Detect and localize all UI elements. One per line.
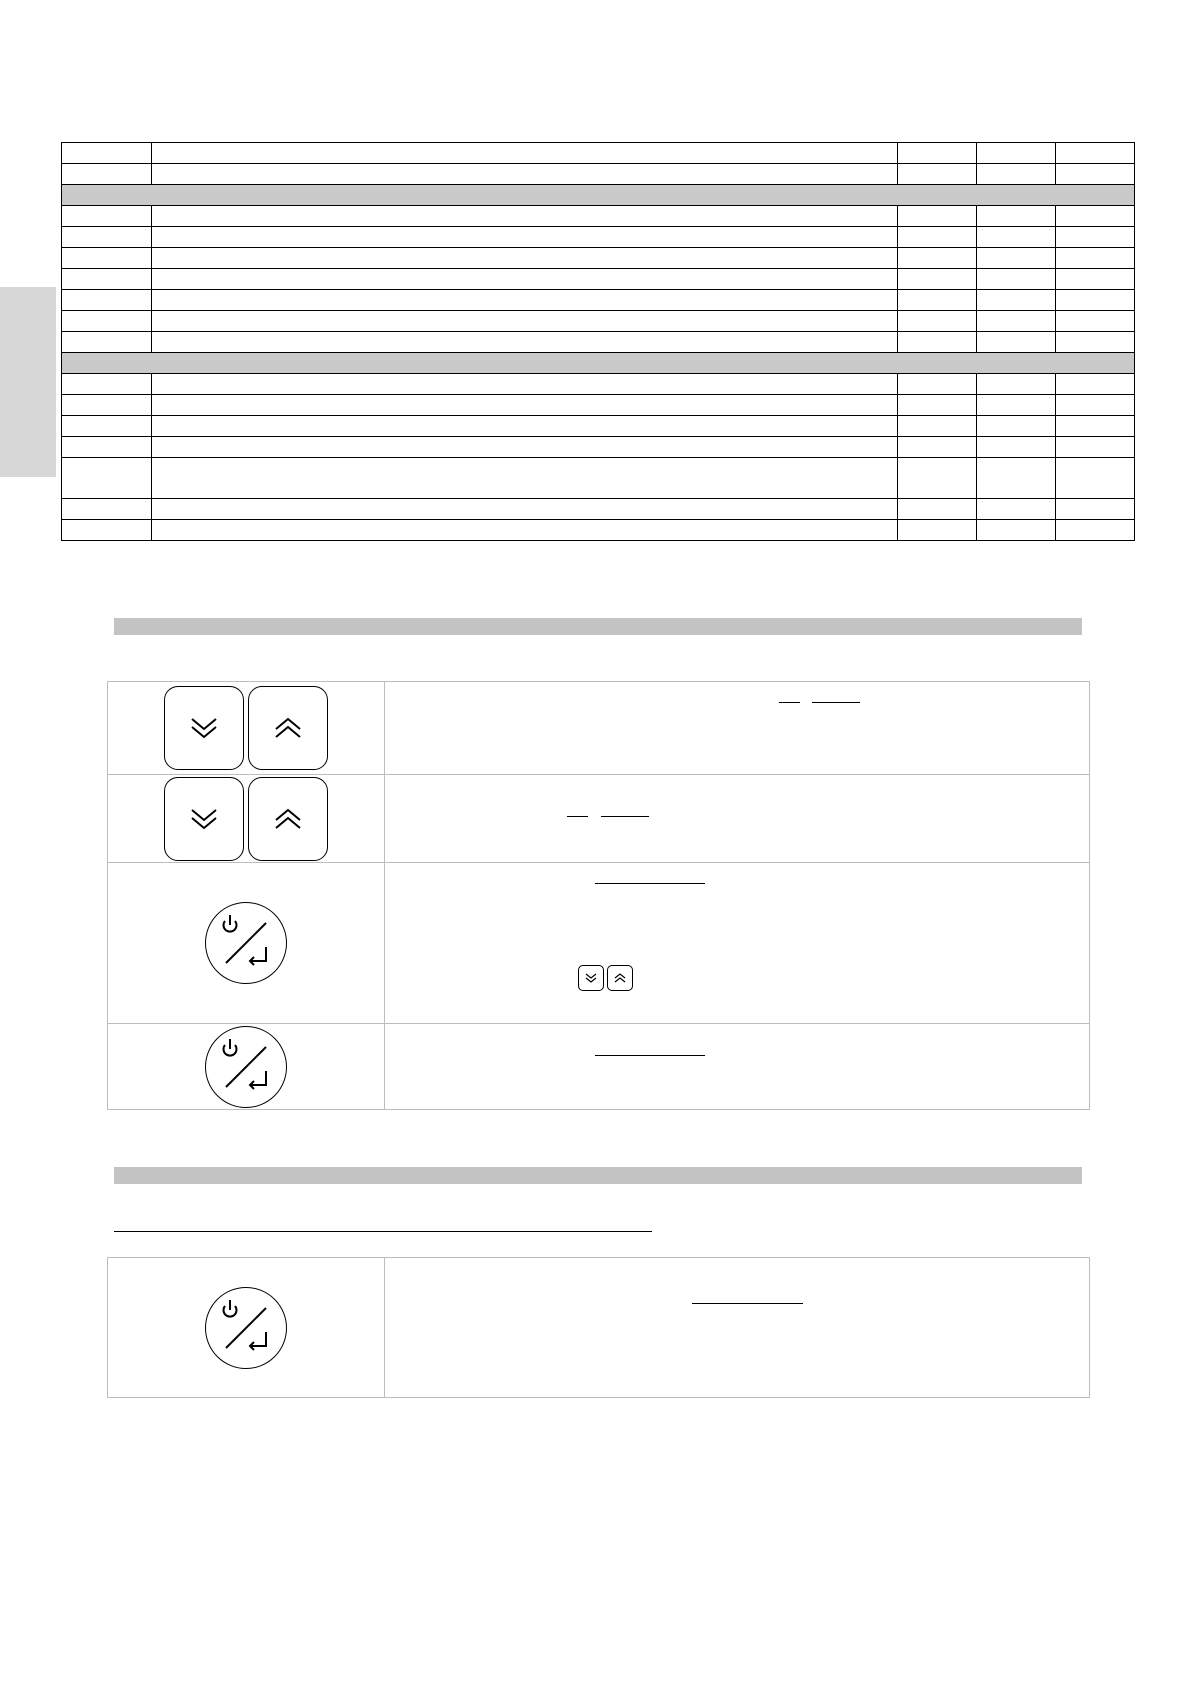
table-cell bbox=[977, 374, 1056, 395]
table-cell bbox=[62, 499, 152, 520]
table-cell bbox=[898, 374, 977, 395]
table-cell bbox=[1056, 269, 1135, 290]
underline-mark bbox=[812, 702, 860, 703]
table-cell bbox=[152, 227, 898, 248]
table-cell bbox=[1056, 374, 1135, 395]
chevron-double-up-icon bbox=[270, 804, 306, 834]
key-function-table bbox=[107, 681, 1090, 1110]
table-row bbox=[62, 164, 1135, 185]
table-cell bbox=[1056, 290, 1135, 311]
table-row bbox=[108, 775, 1090, 863]
table-cell bbox=[152, 248, 898, 269]
table-cell bbox=[977, 290, 1056, 311]
table-cell bbox=[977, 416, 1056, 437]
table-row bbox=[108, 1024, 1090, 1110]
table-cell bbox=[898, 206, 977, 227]
power-enter-key[interactable] bbox=[205, 902, 287, 984]
table-cell bbox=[1056, 248, 1135, 269]
table-cell bbox=[62, 248, 152, 269]
up-key[interactable] bbox=[248, 777, 328, 861]
underline-mark bbox=[595, 883, 705, 884]
table-cell bbox=[62, 227, 152, 248]
table-cell bbox=[62, 290, 152, 311]
table-cell bbox=[62, 416, 152, 437]
table-cell bbox=[1056, 311, 1135, 332]
table-cell bbox=[898, 458, 977, 499]
table-cell bbox=[62, 520, 152, 541]
key-icon-cell bbox=[108, 775, 385, 863]
table-cell bbox=[152, 332, 898, 353]
underline-mark bbox=[779, 702, 800, 703]
table-cell bbox=[898, 143, 977, 164]
table-cell bbox=[62, 311, 152, 332]
table-cell bbox=[152, 164, 898, 185]
table-cell bbox=[977, 269, 1056, 290]
section-header-bar bbox=[114, 618, 1082, 635]
table-cell bbox=[977, 395, 1056, 416]
table-cell bbox=[898, 290, 977, 311]
table-cell bbox=[1056, 227, 1135, 248]
table-cell bbox=[62, 374, 152, 395]
section-header-bar bbox=[114, 1167, 1082, 1184]
table-section-row bbox=[62, 353, 1135, 374]
table-row bbox=[62, 290, 1135, 311]
table-cell bbox=[977, 164, 1056, 185]
power-enter-key[interactable] bbox=[205, 1287, 287, 1369]
key-description-cell bbox=[385, 775, 1090, 863]
table-cell bbox=[898, 395, 977, 416]
up-key[interactable] bbox=[248, 686, 328, 770]
table-cell bbox=[62, 437, 152, 458]
power-enter-icon bbox=[214, 911, 278, 975]
table-row bbox=[62, 437, 1135, 458]
table-cell bbox=[1056, 206, 1135, 227]
table-cell bbox=[898, 499, 977, 520]
chevron-double-down-icon bbox=[186, 804, 222, 834]
table-row bbox=[62, 227, 1135, 248]
table-cell bbox=[1056, 164, 1135, 185]
table-row bbox=[108, 863, 1090, 1024]
power-enter-icon bbox=[214, 1296, 278, 1360]
table-cell bbox=[152, 143, 898, 164]
underline-mark bbox=[567, 816, 588, 817]
table-cell bbox=[62, 332, 152, 353]
table-cell bbox=[898, 164, 977, 185]
table-cell bbox=[977, 458, 1056, 499]
table-row bbox=[62, 395, 1135, 416]
table-cell bbox=[152, 374, 898, 395]
table-row bbox=[62, 416, 1135, 437]
key-function-table bbox=[107, 1257, 1090, 1398]
table-cell bbox=[898, 311, 977, 332]
table-cell bbox=[898, 227, 977, 248]
table-cell bbox=[1056, 458, 1135, 499]
down-key[interactable] bbox=[164, 686, 244, 770]
key-description-cell bbox=[385, 1024, 1090, 1110]
chevron-double-up-icon bbox=[270, 713, 306, 743]
table-cell bbox=[152, 499, 898, 520]
power-enter-key[interactable] bbox=[205, 1026, 287, 1108]
table-cell bbox=[62, 206, 152, 227]
table-cell bbox=[898, 520, 977, 541]
table-cell bbox=[977, 248, 1056, 269]
section-cell bbox=[62, 185, 1135, 206]
table-cell bbox=[977, 143, 1056, 164]
table-row bbox=[108, 682, 1090, 775]
table-cell bbox=[898, 416, 977, 437]
key-icon-cell bbox=[108, 682, 385, 775]
key-description-cell bbox=[385, 863, 1090, 1024]
table-cell bbox=[898, 248, 977, 269]
underline-mark bbox=[692, 1303, 803, 1304]
table-section-row bbox=[62, 185, 1135, 206]
underline-mark bbox=[595, 1055, 705, 1056]
table-row bbox=[108, 1258, 1090, 1398]
table-cell bbox=[898, 332, 977, 353]
parameter-table bbox=[61, 142, 1135, 541]
inline-key-pair bbox=[578, 965, 633, 991]
table-cell bbox=[1056, 520, 1135, 541]
table-cell bbox=[152, 311, 898, 332]
table-cell bbox=[977, 227, 1056, 248]
table-row bbox=[62, 143, 1135, 164]
table-cell bbox=[62, 143, 152, 164]
table-cell bbox=[898, 437, 977, 458]
table-cell bbox=[1056, 332, 1135, 353]
table-row bbox=[62, 332, 1135, 353]
key-icon-cell bbox=[108, 1258, 385, 1398]
chevron-double-down-icon bbox=[584, 972, 598, 984]
table-row bbox=[62, 206, 1135, 227]
table-row bbox=[62, 499, 1135, 520]
down-key[interactable] bbox=[164, 777, 244, 861]
table-row bbox=[62, 248, 1135, 269]
table-cell bbox=[152, 520, 898, 541]
table-cell bbox=[152, 458, 898, 499]
table-cell bbox=[1056, 395, 1135, 416]
table-cell bbox=[977, 206, 1056, 227]
chevron-double-down-icon bbox=[186, 713, 222, 743]
table-cell bbox=[977, 311, 1056, 332]
table-cell bbox=[152, 269, 898, 290]
table-row bbox=[62, 269, 1135, 290]
table-cell bbox=[977, 332, 1056, 353]
key-description-cell bbox=[385, 682, 1090, 775]
table-row bbox=[62, 520, 1135, 541]
table-cell bbox=[977, 520, 1056, 541]
table-cell bbox=[1056, 416, 1135, 437]
power-enter-icon bbox=[214, 1035, 278, 1099]
table-cell bbox=[152, 290, 898, 311]
table-cell bbox=[977, 437, 1056, 458]
table-cell bbox=[1056, 143, 1135, 164]
table-cell bbox=[977, 499, 1056, 520]
table-cell bbox=[62, 269, 152, 290]
subheading-underline bbox=[114, 1231, 652, 1232]
table-cell bbox=[1056, 499, 1135, 520]
key-icon-cell bbox=[108, 1024, 385, 1110]
section-cell bbox=[62, 353, 1135, 374]
key-description-cell bbox=[385, 1258, 1090, 1398]
table-row bbox=[62, 374, 1135, 395]
chevron-double-up-icon bbox=[613, 972, 627, 984]
table-cell bbox=[152, 395, 898, 416]
underline-mark bbox=[601, 816, 649, 817]
table-cell bbox=[62, 458, 152, 499]
table-cell bbox=[152, 437, 898, 458]
mini-down-key bbox=[578, 965, 604, 991]
table-row bbox=[62, 311, 1135, 332]
table-cell bbox=[898, 269, 977, 290]
table-cell bbox=[62, 164, 152, 185]
table-cell bbox=[152, 416, 898, 437]
table-cell bbox=[62, 395, 152, 416]
table-cell bbox=[152, 206, 898, 227]
table-cell bbox=[1056, 437, 1135, 458]
mini-up-key bbox=[607, 965, 633, 991]
table-row bbox=[62, 458, 1135, 499]
key-icon-cell bbox=[108, 863, 385, 1024]
side-tab bbox=[0, 287, 56, 477]
